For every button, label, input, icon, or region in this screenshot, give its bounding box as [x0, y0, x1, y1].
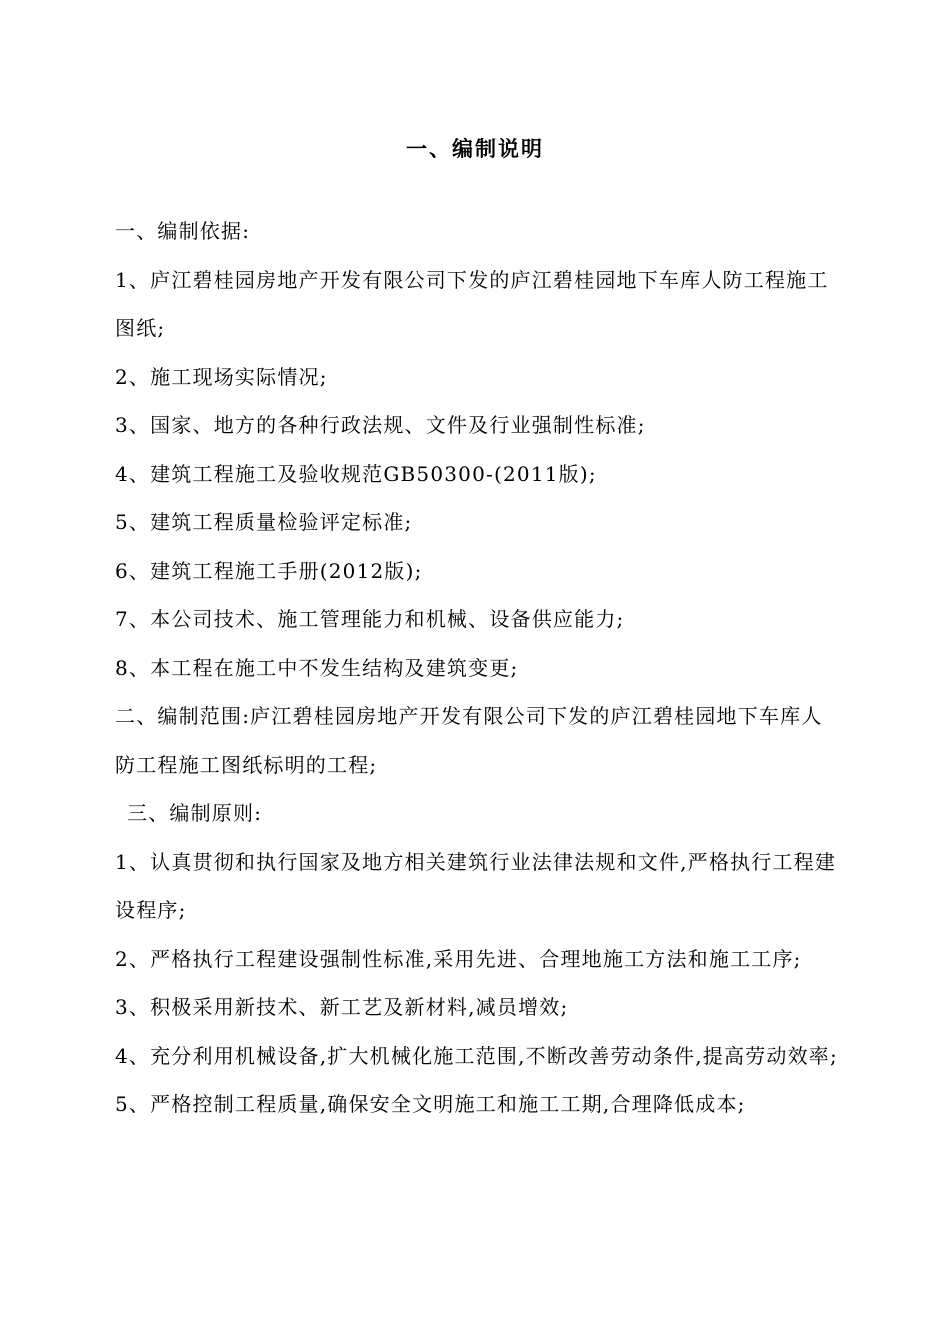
principle-item-1: 1、认真贯彻和执行国家及地方相关建筑行业法律法规和文件,严格执行工程建设程序; — [115, 849, 837, 922]
principle-item-4: 4、充分利用机械设备,扩大机械化施工范围,不断改善劳动条件,提高劳动效率; — [115, 1043, 838, 1068]
page-title: 一、编制说明 — [406, 136, 544, 161]
basis-item-7: 7、本公司技术、施工管理能力和机械、设备供应能力; — [115, 607, 625, 631]
basis-item-8: 8、本工程在施工中不发生结构及建筑变更; — [115, 655, 519, 680]
basis-item-5: 5、建筑工程质量检验评定标准; — [115, 510, 413, 534]
basis-item-3: 3、国家、地方的各种行政法规、文件及行业强制性标准; — [115, 413, 646, 437]
basis-item-4: 4、建筑工程施工及验收规范GB50300-(2011版); — [115, 461, 597, 486]
section-heading-basis: 一、编制依据: — [115, 219, 251, 243]
principle-item-2: 2、严格执行工程建设强制性标准,采用先进、合理地施工方法和施工工序; — [115, 946, 802, 971]
basis-item-2: 2、施工现场实际情况; — [115, 364, 328, 389]
section-heading-principles: 三、编制原则: — [127, 801, 263, 825]
basis-item-6: 6、建筑工程施工手册(2012版); — [115, 558, 423, 583]
section-scope: 二、编制范围:庐江碧桂园房地产开发有限公司下发的庐江碧桂园地下车库人防工程施工图纸标明的工程; — [115, 704, 823, 777]
principle-item-3: 3、积极采用新技术、新工艺及新材料,减员增效; — [115, 995, 569, 1019]
principle-item-5: 5、严格控制工程质量,确保安全文明施工和施工工期,合理降低成本; — [115, 1092, 746, 1116]
document-body — [115, 207, 840, 1129]
basis-item-1: 1、庐江碧桂园房地产开发有限公司下发的庐江碧桂园地下车库人防工程施工图纸; — [115, 267, 829, 340]
